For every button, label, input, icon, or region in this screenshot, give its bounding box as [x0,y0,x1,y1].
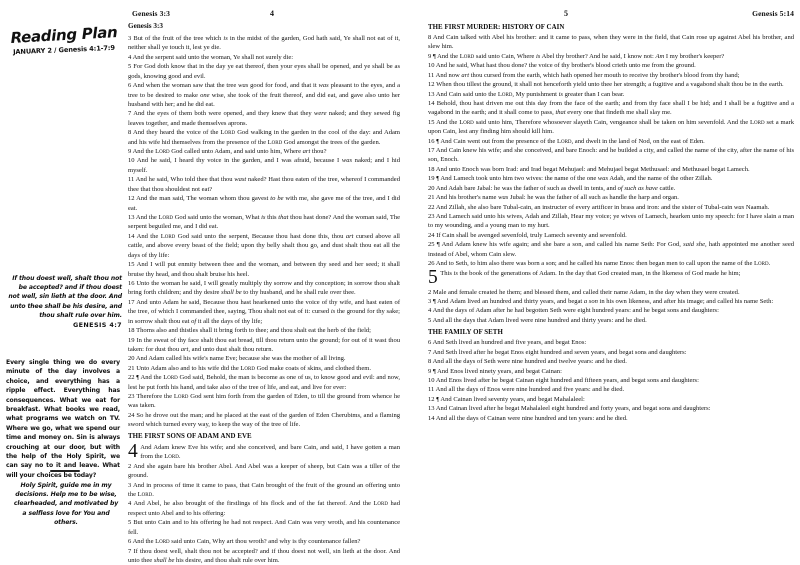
verse-number: 7 [128,547,134,555]
verse-text: And he said, Who told thee that thou wast naked? Hast thou eaten of the tree, whereof I commanded thee that thou shouldest not eat? [128,176,400,193]
verse [428,184,794,193]
verse [428,376,794,385]
verse-number: 8 [428,34,433,41]
verse-number: 16 [428,137,437,145]
verse-text: If Cain shall be avenged sevenfold, truly Lamech seventy and sevenfold. [436,231,627,239]
verse [428,297,794,306]
verse [128,373,400,392]
verse-number: 10 [428,376,436,384]
verse [428,52,794,61]
verse-number: 22 [128,374,137,382]
reading-plan-margin [4,18,124,530]
verse-text: And the serpent said unto the woman, Ye shall not surely die: [132,53,294,61]
verse-number: 11 [128,176,136,184]
verse-text: And the Lord God called unto Adam, and said unto him, Where art thou? [132,148,327,156]
verse-number: 3 [128,481,133,489]
reading-plan-title: Reading Plan [10,23,118,47]
verse-text: And unto Enoch was born Irad: and Irad begat Mehujael: and Mehujael begat Methusael: and Methusael begat Lamech. [435,165,750,173]
verse [128,175,400,194]
verse-number: 23 [128,393,137,401]
verse [128,279,400,298]
verse-text: And Cain said unto the Lord, My punishment is greater than I can bear. [435,90,625,98]
left-page-folio: 4 [270,9,275,18]
chapter-dropcap: 5 [428,266,438,288]
devotional-text: Every single thing we do every minute of the day involves a choice, and everything has a ripple effect. Everything has consequences. What we eat for breakfast. What books we read, what programs we watch on TV. Where we go, what we spend our time and money on. Sin is always crouching at our door, but with the help of the Holy Spirit, we can say no to it and leave. What will your choices be today? [6,359,120,479]
verse [128,194,400,213]
section-heading: THE FIRST MURDER: HISTORY OF CAIN [428,23,565,31]
verse [128,547,400,565]
verse-text: Male and female created he them; and blessed them, and called their name Adam, in the day when they were created. [432,288,740,296]
verse-number: 17 [128,298,137,306]
verse [428,193,794,202]
verse-number: 5 [128,63,134,71]
verse [128,392,400,411]
verse [428,414,794,423]
verse [128,336,400,355]
verse-text: And unto Adam he said, Because thou hast hearkened unto the voice of thy wife, and hast eaten of the tree, of which I commanded thee, saying, Thou shalt not eat of it: cursed is the ground for thy sake; in sorrow shalt thou eat of it all the days of thy life; [128,298,401,325]
right-scripture-column [428,20,794,423]
memory-verse-reference: GENESIS 4:7 [73,321,122,330]
verse [128,147,400,156]
verse-text: And I will put enmity between thee and the woman, and between thy seed and her seed; it shall bruise thy head, and thou shalt bruise his heel. [128,261,400,278]
verse-text: And Seth lived after he begat Enos eight hundred and seven years, and begat sons and daughters: [432,348,687,356]
verse-number: 13 [428,90,436,98]
verse-number: 13 [428,405,436,413]
verse-text: And he said, What hast thou done? the voice of thy brother's blood crieth unto me from the ground. [435,62,696,70]
verse [128,298,400,326]
verse-number: 14 [428,414,436,422]
verse-number: 25 [428,241,437,249]
verse [428,404,794,413]
verse-text: And she again bare his brother Abel. And Abel was a keeper of sheep, but Cain was a tiller of the ground. [128,462,400,480]
verse-number: 9 [128,148,133,156]
verse-text: This is the book of the generations of Adam. In the day that God created man, in the likeness of God made he him; [440,269,741,277]
verse-number: 8 [128,129,134,137]
verse-number: 13 [128,214,136,222]
verse-text: Unto Adam also and to his wife did the Lord God make coats of skins, and clothed them. [136,364,371,372]
verse-text: And when the woman saw that the tree was good for food, and that it was pleasant to the eyes, and a tree to be desired to make one wise, she took of the fruit thereof, and did eat, and gave also unto her husband with her; and he did eat. [128,82,401,108]
verse-number: 10 [128,157,137,165]
verse-text: And Cain knew his wife; and she conceived, and bare Enoch: and he builded a city, and called the name of the city, after the name of his son, Enoch. [428,147,795,164]
verse [428,385,794,394]
verse-text: And to Seth, to him also there was born a son; and he called his name Enos: then began men to call upon the name of the Lord. [435,260,771,268]
verse-number: 14 [428,99,437,107]
verse-text: And the Lord God said unto the serpent, Because thou hast done this, thou art cursed above all cattle, and above every beast of the field; upon thy belly shalt thou go, and dust shalt thou eat all the days of thy life: [128,232,400,259]
chapter-opening-paragraph [128,440,400,462]
verse-number: 7 [128,110,134,118]
verse [128,481,400,500]
verse-number: 15 [428,118,437,126]
verse [128,34,400,53]
verse [428,240,794,259]
verse [128,499,400,518]
left-scripture-column [128,20,400,565]
verse [428,367,794,376]
verse-number: 6 [128,538,133,546]
verse [428,306,794,315]
verse-number: 3 [128,35,134,42]
right-running-head-reference: Genesis 5:14 [752,9,794,18]
verse-text: And Lamech said unto his wives, Adah and Zillah, Hear my voice; ye wives of Lamech, hearken unto my speech: for I have slain a man to my wounding, and a young man to my hurt. [428,213,794,230]
verse [128,354,400,363]
verse-number: 9 [428,367,433,375]
verse-number: 2 [428,288,433,296]
verse-number: 20 [428,184,436,192]
verse-text: ¶ And Cainan lived seventy years, and begat Mahalaleel: [436,395,585,403]
verse-text: And the Lord God said unto the woman, What is this that thou hast done? And the woman said, The serpent beguiled me, and I did eat. [128,214,401,231]
verse [428,395,794,404]
verse-number: 3 [428,297,433,305]
verse-number: 23 [428,213,436,221]
memory-verse-text: If thou doest well, shalt thou not be accepted? and if thou doest not well, sin lieth at the door. And unto thee shall be his desire, and thou shalt rule over him. [8,275,122,319]
verse-text: And Zillah, she also bare Tubal-cain, an instructer of every artificer in brass and iron: and the sister of Tubal-cain was Naamah. [435,203,770,211]
verse-number: 12 [428,395,437,403]
verse [428,316,794,325]
verse-number: 20 [128,355,136,363]
verse [428,71,794,80]
verse-number: 7 [428,348,433,356]
verse [428,61,794,70]
verse-text: And the days of Adam after he had begotten Seth were eight hundred years: and he begat sons and daughters: [432,307,719,315]
verse-number: 12 [128,195,137,203]
right-page-folio: 5 [564,9,569,18]
verse [128,537,400,546]
verse [428,231,794,240]
verse-text: And Enos lived after he begat Cainan eight hundred and fifteen years, and begat sons and daughters: [435,376,699,384]
verse-text: When thou tillest the ground, it shall not henceforth yield unto thee her strength; a fugitive and a vagabond shalt thou be in the earth. [436,81,784,89]
right-page [410,0,800,538]
verse [128,62,400,81]
verse-text: Therefore the Lord God sent him forth from the garden of Eden, to till the ground from whence he was taken. [128,393,400,410]
verse-text: And all the days of Seth were nine hundred and twelve years: and he died. [432,358,627,366]
verse [128,53,400,62]
verse-number: 19 [128,336,137,344]
verse [428,165,794,174]
margin-divider [50,470,80,472]
verse-number: 11 [428,71,436,79]
verse-text: And all the days of Cainan were nine hundred and ten years: and he died. [435,414,628,422]
verse [428,99,794,118]
verse [128,411,400,430]
verse-number: 6 [428,339,433,347]
verse-text: So he drove out the man; and he placed at the east of the garden of Eden Cherubims, and a flaming sword which turned every way, to keep the way of the tree of life. [128,411,400,429]
prayer-text: Holy Spirit, guide me in my decisions. Help me to be wise, clearheaded, and motivated by a selfless love for You and others. [13,482,119,526]
verse-number: 14 [128,232,137,240]
reading-plan-subtitle: JANUARY 2 / Genesis 4:1-7:9 [12,43,116,57]
verse [428,348,794,357]
verse [428,80,794,89]
verse [128,518,400,537]
verse-number: 12 [428,81,437,89]
verse-text: And all the days that Adam lived were nine hundred and thirty years: and he died. [432,316,647,324]
verse [428,118,794,137]
verse [428,288,794,297]
verse-text: And Adam called his wife's name Eve; because she was the mother of all living. [135,355,346,363]
verse-number: 18 [428,165,436,173]
verse [128,81,400,109]
left-chapter-reference: Genesis 3:3 [128,22,163,30]
verse-text: ¶ And Enos lived ninety years, and begat Cainan: [432,367,562,375]
verse-text: And Abel, he also brought of the firstlings of his flock and of the fat thereof. And the Lord had respect unto Abel and to his offering: [128,500,400,517]
verse-number: 4 [128,53,133,61]
verse-number: 5 [428,316,433,324]
verse-text: And all the days of Enos were nine hundred and five years: and he died. [435,386,625,394]
verse-number: 2 [128,462,134,470]
verse-number: 8 [428,358,433,366]
verse [128,156,400,175]
verse [428,357,794,366]
verse-text: Unto the woman he said, I will greatly multiply thy sorrow and thy conception; in sorrow thou shalt bring forth children; and thy desire shall be to thy husband, and he shall rule over thee. [128,279,400,297]
verse-text: ¶ And the Lord said unto Cain, Where is Abel thy brother? And he said, I know not: Am I my brother's keeper? [432,52,725,60]
verse-text: And Cainan lived after he begat Mahalaleel eight hundred and forty years, and begat sons and daughters: [435,405,711,413]
verse [428,338,794,347]
verse-text: Behold, thou hast driven me out this day from the face of the earth; and from thy face shall I be hid; and I shall be a fugitive and a vagabond in the earth; and it shall come to pass, that every one that findeth me shall slay me. [428,99,795,117]
verse-text: ¶ And Adam knew his wife again; and she bare a son, and called his name Seth: For God, said she, hath appointed me another seed instead of Abel, whom Cain slew. [428,241,795,258]
verse-text: But unto Cain and to his offering he had not respect. And Cain was very wroth, and his countenance fell. [128,519,400,536]
chapter-dropcap: 4 [128,440,138,462]
verse-number: 22 [428,203,436,211]
verse-text: In the sweat of thy face shalt thou eat bread, till thou return unto the ground; for out of it wast thou taken: for dust thou art, and unto dust shalt thou return. [128,336,401,353]
verse-text: And his brother's name was Jubal: he was the father of all such as handle the harp and organ. [435,194,679,202]
verse [128,260,400,279]
verse [128,128,400,147]
verse-number: 15 [128,261,137,269]
verse [428,33,794,52]
verse [428,146,794,165]
verse [128,462,400,481]
verse-number: 18 [128,327,137,335]
verse-text: ¶ And Adam lived an hundred and thirty years, and begat a son in his own likeness, and after his image; and called his name Seth: [432,297,774,305]
verse-text: If thou doest well, shalt thou not be accepted? and if thou doest not well, sin lieth at the door. And unto thee shall be his desire, and thou shalt rule over him. [128,547,400,564]
verse-text: And the eyes of them both were opened, and they knew that they were naked; and they sewed fig leaves together, and made themselves aprons. [128,110,400,127]
verse-text: And they heard the voice of the Lord God walking in the garden in the cool of the day: and Adam and his wife hid themselves from the presence of the Lord God amongst the trees of the garden. [128,129,400,146]
verse-text: For God doth know that in the day ye eat thereof, then your eyes shall be opened, and ye shall be as gods, knowing good and evil. [128,63,400,80]
verse [128,232,400,260]
verse [428,90,794,99]
verse-text: Thorns also and thistles shall it bring forth to thee; and thou shalt eat the herb of the field; [136,327,371,335]
section-heading: THE FIRST SONS OF ADAM AND EVE [128,433,252,441]
verse-text: And Adah bare Jabal: he was the father of such as dwell in tents, and of such as have cattle. [435,184,676,192]
verse-text: And he said, I heard thy voice in the garden, and I was afraid, because I was naked; and I hid myself. [128,157,400,174]
verse [428,174,794,183]
verse [428,212,794,231]
chapter-opening-paragraph [428,266,794,288]
verse-text: And Cain talked with Abel his brother: and it came to pass, when they were in the field, that Cain rose up against Abel his brother, and slew him. [428,34,794,51]
verse-number: 16 [128,279,137,287]
verse-number: 19 [428,175,437,183]
verse-number: 17 [428,147,436,155]
verse-number: 26 [428,260,436,268]
verse [428,137,794,146]
left-running-head-reference: Genesis 3:3 [132,9,171,18]
memory-verse-block [6,274,122,330]
verse [128,326,400,335]
verse-text: And Seth lived an hundred and five years, and begat Enos: [432,339,587,347]
verse [428,259,794,268]
verse-number: 5 [128,519,134,527]
verse-number: 21 [428,194,436,202]
verse-number: 24 [128,411,137,419]
verse-text: ¶ And the Lord God said, Behold, the man is become as one of us, to know good and evil: and now, lest he put forth his hand, and take also of the tree of life, and eat, and live for ever: [128,374,400,391]
verse-number: 11 [428,386,436,394]
verse-text: ¶ And Cain went out from the presence of the Lord, and dwelt in the land of Nod, on the east of Eden. [436,137,705,145]
verse [128,364,400,373]
verse [128,213,400,232]
verse-text: And Adam knew Eve his wife; and she conceived, and bare Cain, and said, I have gotten a man from the Lord. [140,443,400,461]
verse-text: And in process of time it came to pass, that Cain brought of the fruit of the ground an offering unto the Lord. [128,481,400,498]
verse-text: But of the fruit of the tree which is in the midst of the garden, God hath said, Ye shall not eat of it, neither shall ye touch it, lest ye die. [128,35,400,52]
verse-text: And the Lord said unto Cain, Why art thou wroth? and why is thy countenance fallen? [132,538,361,546]
verse-text: And the Lord said unto him, Therefore whosoever slayeth Cain, vengeance shall be taken on him sevenfold. And the Lord set a mark upon Cain, lest any finding him should kill him. [428,118,794,136]
verse-number: 24 [428,231,437,239]
verse-text: And now art thou cursed from the earth, which hath opened her mouth to receive thy brother's blood from thy hand; [435,71,740,79]
verse-number: 4 [128,500,134,508]
verse-number: 6 [128,82,133,90]
verse-text: And the man said, The woman whom thou gavest to be with me, she gave me of the tree, and I did eat. [128,195,400,212]
verse-number: 10 [428,62,436,70]
verse-text: ¶ And Lamech took unto him two wives: the name of the one was Adah, and the name of the other Zillah. [436,175,713,183]
verse [128,109,400,128]
verse-number: 9 [428,52,433,60]
verse-number: 4 [428,307,433,315]
section-heading: THE FAMILY OF SETH [428,328,503,336]
verse [428,203,794,212]
verse-number: 21 [128,364,137,372]
